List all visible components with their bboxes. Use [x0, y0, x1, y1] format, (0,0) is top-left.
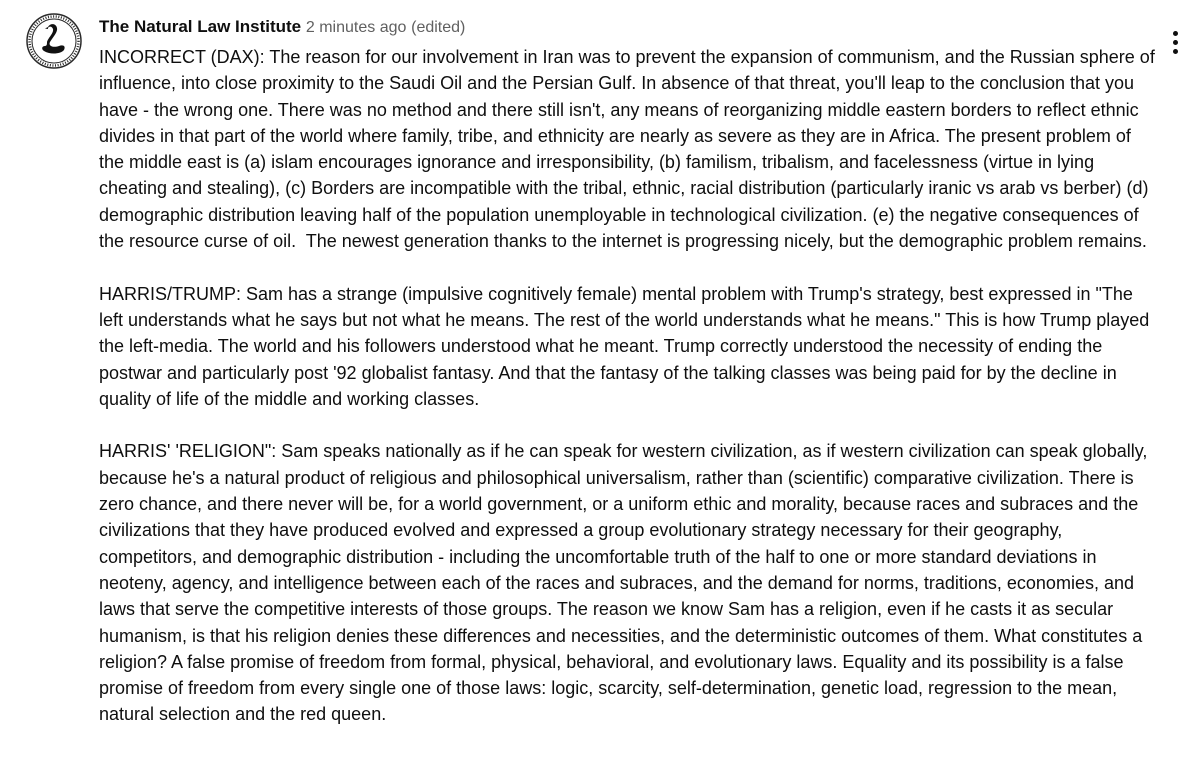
author-name[interactable]: The Natural Law Institute [99, 17, 302, 36]
menu-dot [1173, 31, 1178, 36]
edited-label: (edited) [411, 19, 466, 36]
swan-logo-icon [26, 13, 82, 69]
timestamp[interactable]: 2 minutes ago [305, 19, 407, 36]
comment-paragraph-dax: INCORRECT (DAX): The reason for our involvement in Iran was to prevent the expansion of communism, and the Russian sphere of influence, into close proximity to the Saudi Oil and the Persian Gulf. In absence of that threat, you'll leap to the conclusion that you have - the wrong one. There was no method and there still isn't, any means of reorganizing middle eastern borders to reflect ethnic divides in that part of the world where family, tribe, and ethnicity are nearly as severe as they are in Africa. The present problem of the middle east is (a) islam encourages ignorance and irresponsibility, (b) familism, tribalism, and facelessness (virtue in lying cheating and stealing), (c) Borders are incompatible with the tribal, ethnic, racial distribution (particularly iranic vs arab vs berber) (d) demographic distribution leaving half of the population unemployable in technological civilization. (e) the negative consequences of the resource curse of oil. The newest generation thanks to the internet is progressing nicely, but the demographic problem remains. [99, 47, 1160, 252]
more-vertical-icon[interactable] [1164, 24, 1188, 60]
comment-paragraph-harris-trump: HARRIS/TRUMP: Sam has a strange (impulsive cognitively female) mental problem with Trump's strategy, best expressed in "The left understands what he says but not what he means. The rest of the world understands what he means." This is how Trump played the left-media. The world and his followers understood what he meant. Trump correctly understood the necessity of ending the postwar and particularly post '92 globalist fantasy. And that the fantasy of the talking classes was being paid for by the decline in quality of life of the middle and working classes. [99, 283, 1155, 409]
comment-header [99, 14, 465, 41]
menu-dot [1173, 49, 1178, 54]
avatar[interactable] [26, 13, 82, 69]
comment-body [99, 44, 1159, 728]
menu-dot [1173, 40, 1178, 45]
comment-paragraph-harris-religion: HARRIS' 'RELIGION": Sam speaks nationally as if he can speak for western civilization, as if western civilization can speak globally, because he's a natural product of religious and philosophical universalism, rather than (scientific) comparative civilization. There is zero chance, and there never will be, for a world government, or a uniform ethic and morality, because races and subraces and the civilizations that they have produced evolved and expressed a group evolutionary strategy necessary for their geography, competitors, and demographic distribution - including the uncomfortable truth of the half to one or more standard deviations in neoteny, agency, and intelligence between each of the races and subraces, and the demand for norms, traditions, economies, and laws that serve the competitive interests of those groups. The reason we know Sam has a religion, even if he casts it as secular humanism, is that his religion denies these differences and necessities, and the deterministic outcomes of them. What constitutes a religion? A false promise of freedom from formal, physical, behavioral, and evolutionary laws. Equality and its possibility is a false promise of freedom from every single one of those laws: logic, scarcity, self-determination, genetic load, regression to the mean, natural selection and the red queen. [99, 441, 1153, 725]
